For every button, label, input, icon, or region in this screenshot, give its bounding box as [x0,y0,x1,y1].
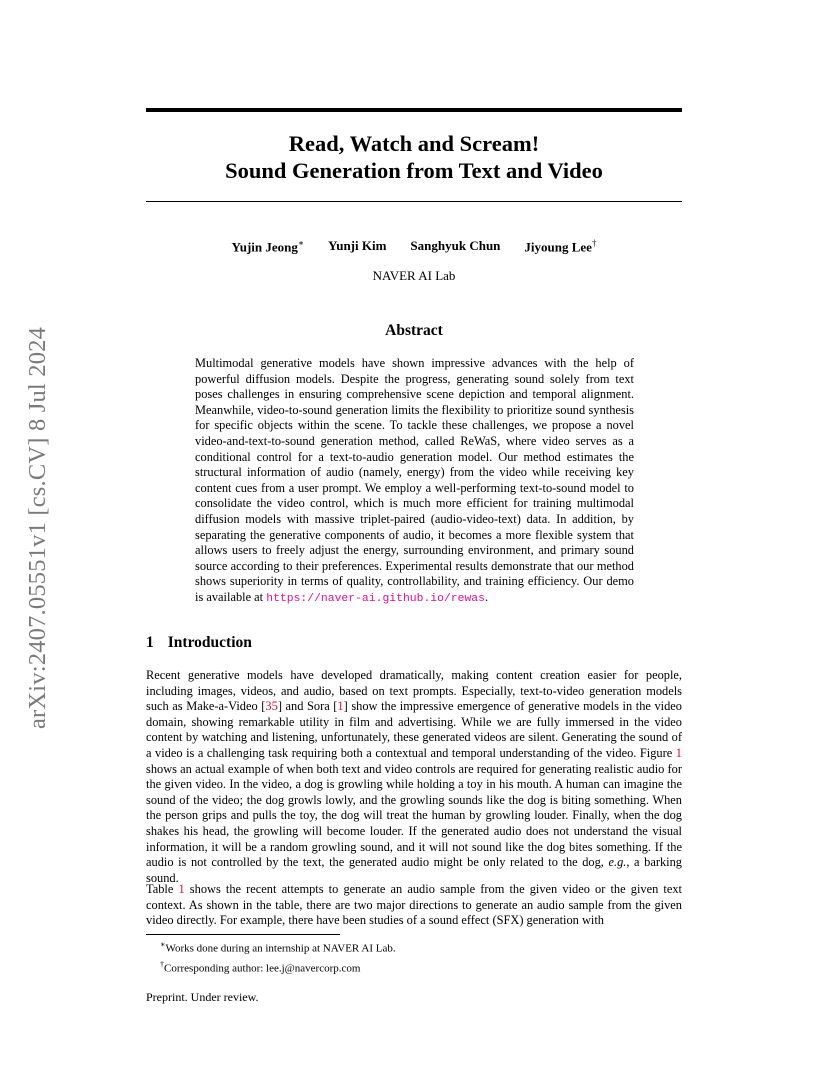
author: Sanghyuk Chun [410,238,501,253]
section-title: Introduction [167,634,252,651]
title-bottom-rule [146,201,682,202]
section-heading-introduction [146,634,252,652]
author: Yujin Jeong∗ [231,238,305,255]
demo-link[interactable]: https://naver-ai.github.io/rewas [266,592,485,605]
footnote-rule [146,934,340,935]
section-number: 1 [146,634,154,651]
intro-paragraph-1: Recent generative models have developed dramatically, making content creation easier for people, including images, videos, and audio, based on text prompts. Especially, text-to-video generation models such as Make-a-Video [35] and Sora [1] show the impressive emergence of generative models in the video domain, showing remarkable utility in film and advertising. While we are fully immersed in the video content by watching and listening, unfortunately, these generated videos are silent. Generating the sound of a video is a challenging task requiring both a contextual and temporal understanding of the video. Figure 1 shows an actual example of when both text and video controls are required for generating realistic audio for the given video. In the video, a dog is growling while holding a toy in his mouth. A human can imagine the sound of the video; the dog growls lowly, and the growling sounds like the dog is biting something. When the person grips and pulls the toy, the dog will treat the human by growling louder. Finally, when the dog shakes his head, the growling will become louder. If the generated audio does not understand the visual information, it will be a random growling sound, and it will not sound like the dog bites something. If the audio is not controlled by the text, the generated audio might be only related to the dog, e.g., a barking sound. [146,668,683,885]
title-top-rule [146,108,682,112]
title-line-2: Sound Generation from Text and Video [225,158,603,183]
paper-title [146,130,682,184]
citation-link[interactable]: 1 [337,699,344,714]
author: Jiyoung Lee† [524,238,597,255]
footnote: †Corresponding author: lee.j@navercorp.com [160,959,361,975]
intro-paragraph-2: Table 1 shows the recent attempts to generate an audio sample from the given video or the given text context. As shown in the table, there are two major directions to generate an audio sample from the given video directly. For example, there have been studies of a sound effect (SFX) generation with [146,882,682,928]
table-ref-link[interactable]: 1 [178,882,185,896]
footnotes [160,937,396,976]
author: Yunji Kim [328,238,387,253]
figure-ref-link[interactable]: 1 [675,745,682,760]
citation-link[interactable]: 35 [265,699,278,714]
page-footer: Preprint. Under review. [146,990,259,1004]
author-list [146,238,682,255]
abstract-heading: Abstract [385,322,443,339]
abstract-body: Multimodal generative models have shown impressive advances with the help of powerful diffusion models. Despite the progress, generating sound solely from text poses challenges in ensuring comprehensive scene depiction and temporal alignment. Meanwhile, video-to-sound generation limits the flexibility to prioritize sound synthesis for specific objects within the scene. To tackle these challenges, we propose a novel video-and-text-to-sound generation method, called ReWaS, where video serves as a conditional control for a text-to-audio generation model. Our method estimates the structural information of audio (namely, energy) from the video while receiving key content cues from a user prompt. We employ a well-performing text-to-sound model to consolidate the video control, which is much more efficient for training multimodal diffusion models with massive triplet-paired (audio-video-text) data. In addition, by separating the generative components of audio, it becomes a more flexible system that allows users to freely adjust the energy, surrounding environment, and primary sound source according to their preferences. Experimental results demonstrate that our method shows superiority in terms of quality, controllability, and training efficiency. Our demo is available at https://naver-ai.github.io/rewas. [195,356,634,605]
title-line-1: Read, Watch and Scream! [288,131,540,156]
arxiv-identifier: arXiv:2407.05551v1 [cs.CV] 8 Jul 2024 [24,326,51,730]
footnote: ∗Works done during an internship at NAVER AI Lab. [160,940,396,955]
affiliation: NAVER AI Lab [372,268,456,283]
